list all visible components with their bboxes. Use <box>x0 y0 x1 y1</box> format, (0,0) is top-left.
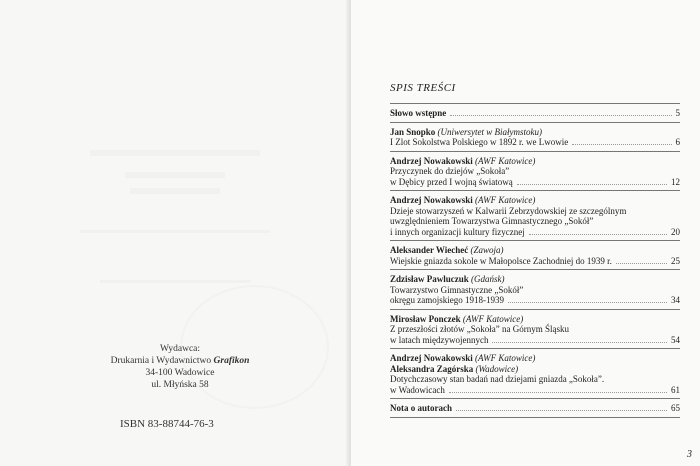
entry-title: Dotychczasowy stan badań nad dziejami gniazda „Sokoła”. <box>390 374 605 384</box>
toc-entry <box>390 123 680 151</box>
entry-title: w Wadowicach <box>390 384 445 395</box>
entry-title: I Zlot Sokolstwa Polskiego w 1892 r. we Lwowie <box>390 137 569 147</box>
entry-affiliation: (AWF Katowice) <box>462 313 524 324</box>
left-page <box>0 0 349 466</box>
toc-entry <box>390 270 680 309</box>
entry-author: Andrzej Nowakowski <box>390 195 473 205</box>
entry-affiliation: (AWF Katowice) <box>475 353 536 363</box>
page-ref: 5 <box>675 108 680 118</box>
entry-author: Aleksandra Zagórska <box>390 363 474 374</box>
publisher-street: ul. Młyńska 58 <box>151 380 209 390</box>
toc-entry <box>390 241 680 269</box>
entry-affiliation: (Wadowice) <box>475 363 519 374</box>
publisher-label: Wydawca: <box>159 344 201 354</box>
page-ref: 6 <box>675 137 680 147</box>
entry-affiliation: (Zawoja) <box>470 245 504 255</box>
table-of-contents <box>390 103 680 418</box>
entry-title: Nota o autorach <box>390 403 452 413</box>
entry-title: Słowo wstępne <box>390 108 447 118</box>
entry-affiliation: (Uniwersytet w Białymstoku) <box>437 126 543 137</box>
entry-author: Mirosław Ponczek <box>390 313 461 324</box>
publisher-city: 34-100 Wadowice <box>145 368 215 378</box>
toc-title: SPIS TREŚCI <box>390 82 456 94</box>
entry-author: Jan Snopko <box>390 126 436 137</box>
entry-title: Z przeszłości złotów „Sokoła” na Górnym Śląsku <box>390 324 569 334</box>
toc-entry <box>390 191 680 240</box>
entry-title: Wiejskie gniazda sokole w Małopolsce Zachodniej do 1939 r. <box>390 255 612 266</box>
entry-author: Andrzej Nowakowski <box>390 353 473 363</box>
page-ref: 61 <box>671 384 680 395</box>
page-ref: 65 <box>671 403 680 413</box>
entry-title: okręgu zamojskiego 1918-1939 <box>390 295 504 305</box>
divider <box>390 417 680 418</box>
entry-author: Andrzej Nowakowski <box>390 155 473 166</box>
entry-affiliation: (Gdańsk) <box>471 274 505 284</box>
entry-affiliation: (AWF Katowice) <box>475 155 536 166</box>
isbn: ISBN 83-88744-76-3 <box>120 418 214 430</box>
entry-author: Zdzisław Pawluczuk <box>390 274 469 284</box>
entry-author: Aleksander Wiecheć <box>390 245 469 255</box>
entry-title: Towarzystwo Gimnastyczne „Sokół” <box>390 284 524 295</box>
entry-affiliation: (AWF Katowice) <box>475 195 536 205</box>
page-ref: 20 <box>671 226 680 237</box>
entry-title: i innych organizacji kultury fizycznej <box>390 226 525 237</box>
show-through-text <box>70 130 285 300</box>
page-ref: 12 <box>671 176 680 187</box>
entry-title: uwzględnieniem Towarzystwa Gimnastycznego „Sokół” <box>390 216 594 226</box>
entry-title: w latach międzywojennych <box>390 334 489 345</box>
publisher-block <box>85 343 275 391</box>
page-ref: 25 <box>671 255 680 266</box>
toc-entry <box>390 349 680 398</box>
page-number: 3 <box>687 449 692 460</box>
toc-entry <box>390 152 680 191</box>
publisher-company: Drukarnia i Wydawnictwo Grafikon <box>110 356 250 366</box>
toc-entry <box>390 310 680 349</box>
entry-title: Dzieje stowarzyszeń w Kalwarii Zebrzydowskiej ze szczególnym <box>390 205 627 216</box>
page-ref: 54 <box>671 334 680 345</box>
entry-title: Przyczynek do dziejów „Sokoła” <box>390 166 510 176</box>
toc-entry <box>390 104 680 122</box>
entry-title: w Dębicy przed I wojną światową <box>390 176 513 187</box>
page-ref: 34 <box>671 295 680 305</box>
toc-entry <box>390 399 680 417</box>
publisher-brand: Grafikon <box>213 356 250 366</box>
